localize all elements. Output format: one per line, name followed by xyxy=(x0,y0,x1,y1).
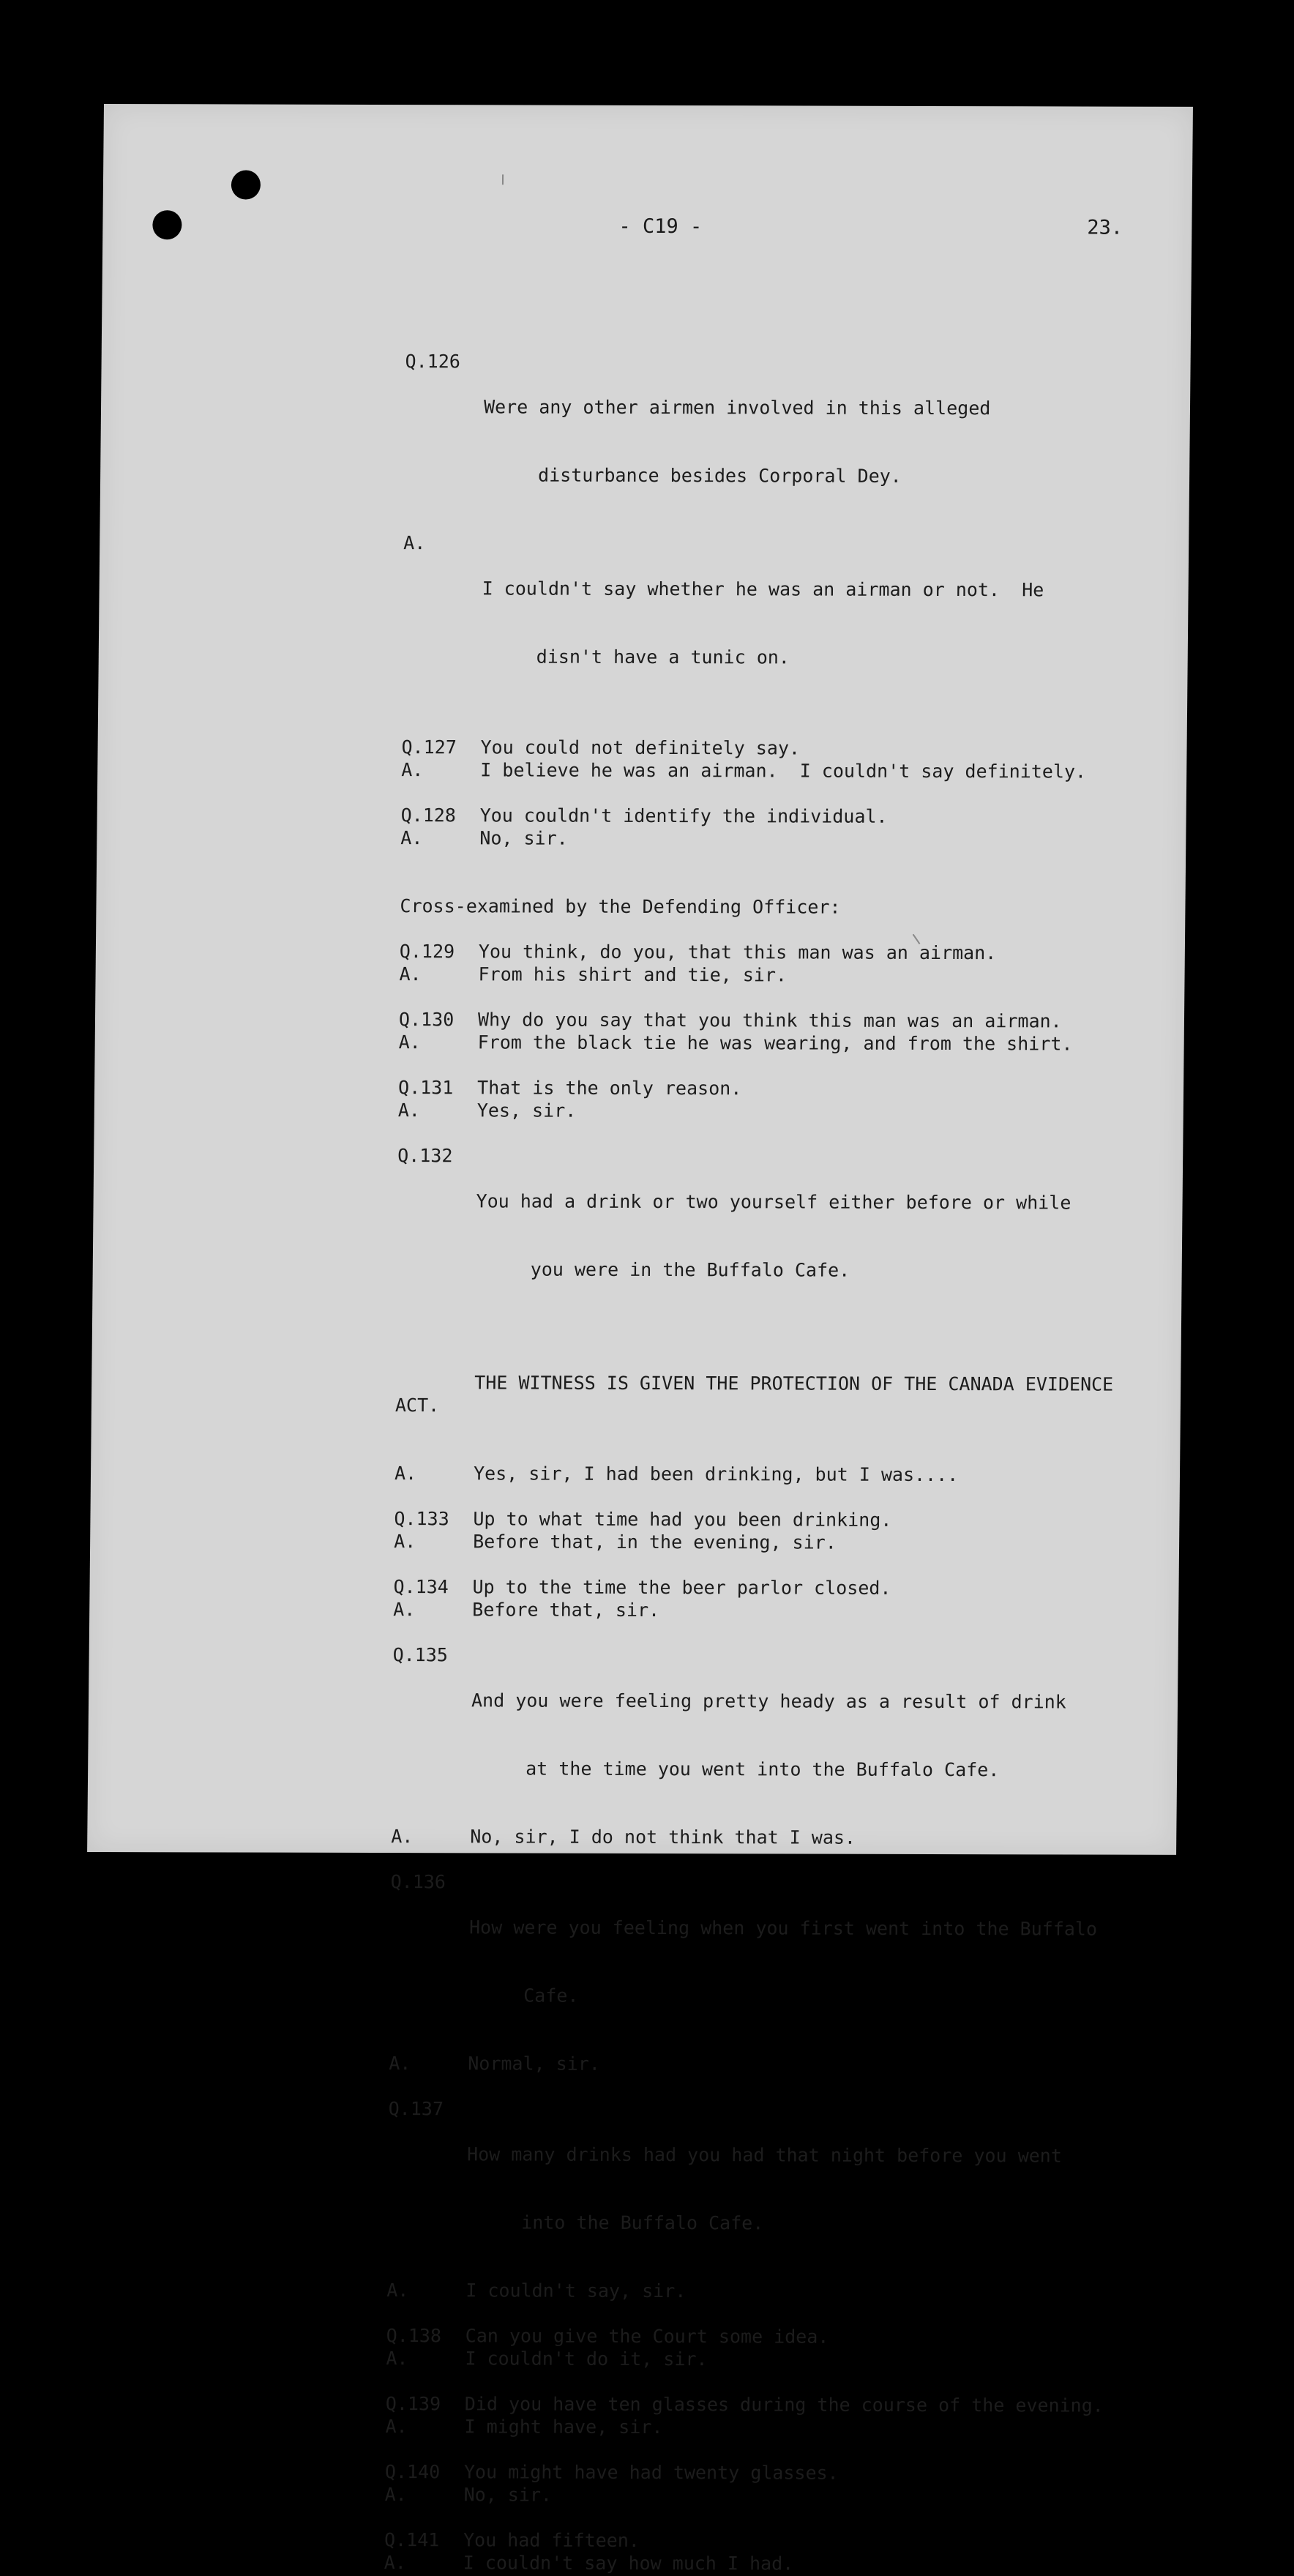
answer-label: A. xyxy=(394,1463,417,1485)
answer-text: Yes, sir, I had been drinking, but I was.... xyxy=(473,1463,959,1486)
document-page xyxy=(87,104,1193,2575)
answer-entry xyxy=(399,963,1204,988)
answer-entry xyxy=(401,758,1206,783)
answer-entry xyxy=(402,531,1208,715)
question-entry xyxy=(386,2324,1192,2349)
answer-label: A. xyxy=(394,1531,416,1553)
answer-label: A. xyxy=(401,759,424,781)
question-text-continued: into the Buffalo Cafe. xyxy=(521,2211,764,2234)
question-label: Q.128 xyxy=(400,804,457,826)
question-label: Q.131 xyxy=(397,1077,454,1099)
answer-text: From his shirt and tie, sir. xyxy=(478,963,788,986)
answer-label: A. xyxy=(393,1599,416,1621)
answer-text: Normal, sir. xyxy=(468,2053,601,2075)
question-text-continued: at the time you went into the Buffalo Cafe. xyxy=(526,1758,1000,1781)
answer-entry xyxy=(394,1530,1199,1555)
answer-entry xyxy=(389,2052,1194,2077)
answer-text-continued: disn't have a tunic on. xyxy=(536,646,790,668)
question-label: Q.127 xyxy=(401,736,457,758)
question-label: Q.133 xyxy=(394,1508,449,1530)
question-label: Q.134 xyxy=(393,1576,449,1598)
question-text: That is the only reason. xyxy=(476,1077,742,1100)
question-entry xyxy=(391,1643,1197,1827)
question-text: You think, do you, that this man was an airman. xyxy=(478,941,997,964)
question-label: Q.136 xyxy=(390,1871,446,1893)
question-entry xyxy=(400,940,1205,965)
answer-text: No, sir. xyxy=(463,2484,553,2506)
answer-label: A. xyxy=(385,2416,408,2438)
answer-entry xyxy=(394,1462,1200,1487)
answer-entry xyxy=(391,1825,1196,1850)
answer-text: I couldn't say how much I had. xyxy=(463,2552,794,2575)
answer-entry xyxy=(384,2551,1189,2576)
answer-label: A. xyxy=(403,532,426,554)
transcript-body xyxy=(384,350,1211,2576)
answer-label: A. xyxy=(386,2280,409,2301)
question-entry xyxy=(401,736,1206,761)
answer-text: I couldn't do it, sir. xyxy=(465,2348,708,2370)
question-label: Q.132 xyxy=(397,1145,453,1167)
question-entry xyxy=(386,2392,1191,2417)
question-text-continued: disturbance besides Corporal Dey. xyxy=(537,464,902,487)
protection-notice: THE WITNESS IS GIVEN THE PROTECTION OF THE CANADA EVIDENCE xyxy=(474,1372,1114,1395)
question-text-continued: you were in the Buffalo Cafe. xyxy=(530,1258,850,1281)
question-text: How many drinks had you had that night before you went xyxy=(466,2143,1063,2167)
question-label: Q.141 xyxy=(384,2529,440,2551)
answer-label: A. xyxy=(384,2552,407,2574)
question-entry xyxy=(403,350,1210,534)
protection-notice-continued: ACT. xyxy=(394,1395,440,1416)
question-text: You might have had twenty glasses. xyxy=(463,2461,839,2484)
answer-label: A. xyxy=(384,2484,407,2506)
answer-label: A. xyxy=(400,827,423,849)
question-entry xyxy=(396,1144,1203,1328)
question-text: How were you feeling when you first went into the Buffalo xyxy=(468,1916,1098,1940)
answer-text: Yes, sir. xyxy=(476,1100,577,1121)
question-entry xyxy=(401,804,1206,829)
answer-entry xyxy=(393,1598,1198,1623)
answer-entry xyxy=(398,1099,1203,1124)
question-text: You had a drink or two yourself either before or while xyxy=(476,1190,1072,1214)
answer-entry xyxy=(385,2483,1190,2508)
answer-entry xyxy=(386,2279,1192,2304)
answer-text: From the black tie he was wearing, and from the shirt. xyxy=(477,1031,1073,1055)
question-text: You had fifteen. xyxy=(463,2529,640,2551)
question-label: Q.139 xyxy=(385,2393,441,2415)
punch-hole-top xyxy=(231,170,261,199)
page-number: 23. xyxy=(1087,216,1123,239)
answer-entry xyxy=(400,826,1205,851)
answer-text: I might have, sir. xyxy=(464,2416,663,2438)
answer-text: I couldn't say whether he was an airman or not. He xyxy=(482,578,1044,601)
question-entry xyxy=(385,2460,1190,2485)
answer-entry xyxy=(399,1031,1204,1056)
question-text: Why do you say that you think this man was an airman. xyxy=(477,1009,1062,1032)
question-text: Were any other airmen involved in this alleged xyxy=(483,396,991,419)
question-text: And you were feeling pretty heady as a result of drink xyxy=(471,1690,1066,1713)
answer-label: A. xyxy=(398,1031,421,1053)
answer-text: I couldn't say, sir. xyxy=(465,2280,687,2302)
answer-label: A. xyxy=(389,2053,411,2075)
answer-label: A. xyxy=(397,1100,421,1121)
question-entry xyxy=(399,1008,1204,1033)
answer-text: No, sir, I do not think that I was. xyxy=(470,1826,856,1848)
answer-label: A. xyxy=(386,2348,408,2370)
answer-entry xyxy=(385,2415,1190,2440)
question-label: Q.135 xyxy=(392,1644,449,1666)
question-text: Can you give the Court some idea. xyxy=(465,2325,829,2348)
answer-label: A. xyxy=(399,963,422,985)
question-label: Q.130 xyxy=(398,1009,455,1031)
scan-mark xyxy=(502,174,504,184)
question-text: You could not definitely say. xyxy=(480,736,801,759)
question-entry xyxy=(398,1076,1203,1101)
question-entry xyxy=(393,1575,1198,1600)
answer-text: I believe he was an airman. I couldn't say definitely. xyxy=(480,759,1087,783)
question-label: Q.129 xyxy=(399,941,455,963)
answer-text: Before that, in the evening, sir. xyxy=(473,1531,837,1553)
punch-hole-bottom xyxy=(152,210,182,239)
question-label: Q.138 xyxy=(386,2325,442,2347)
question-entry xyxy=(394,1507,1199,1532)
question-label: Q.126 xyxy=(405,351,461,373)
question-text: Up to what time had you been drinking. xyxy=(473,1508,892,1531)
answer-text: Before that, sir. xyxy=(472,1599,660,1621)
question-entry xyxy=(386,2097,1193,2281)
question-label: Q.137 xyxy=(388,2098,444,2120)
question-text: Did you have ten glasses during the course of the evening. xyxy=(464,2393,1104,2416)
section-heading: Cross-examined by the Defending Officer: xyxy=(400,895,841,918)
question-text: You couldn't identify the individual. xyxy=(479,804,888,827)
answer-entry xyxy=(386,2347,1191,2372)
question-text-continued: Cafe. xyxy=(523,1985,579,2006)
question-entry xyxy=(389,1870,1195,2054)
question-label: Q.140 xyxy=(384,2461,441,2483)
question-text: Up to the time the beer parlor closed. xyxy=(472,1576,891,1599)
page-code: - C19 - xyxy=(618,214,703,239)
question-entry xyxy=(384,2528,1189,2553)
answer-text: No, sir. xyxy=(479,827,568,849)
answer-label: A. xyxy=(391,1826,414,1848)
